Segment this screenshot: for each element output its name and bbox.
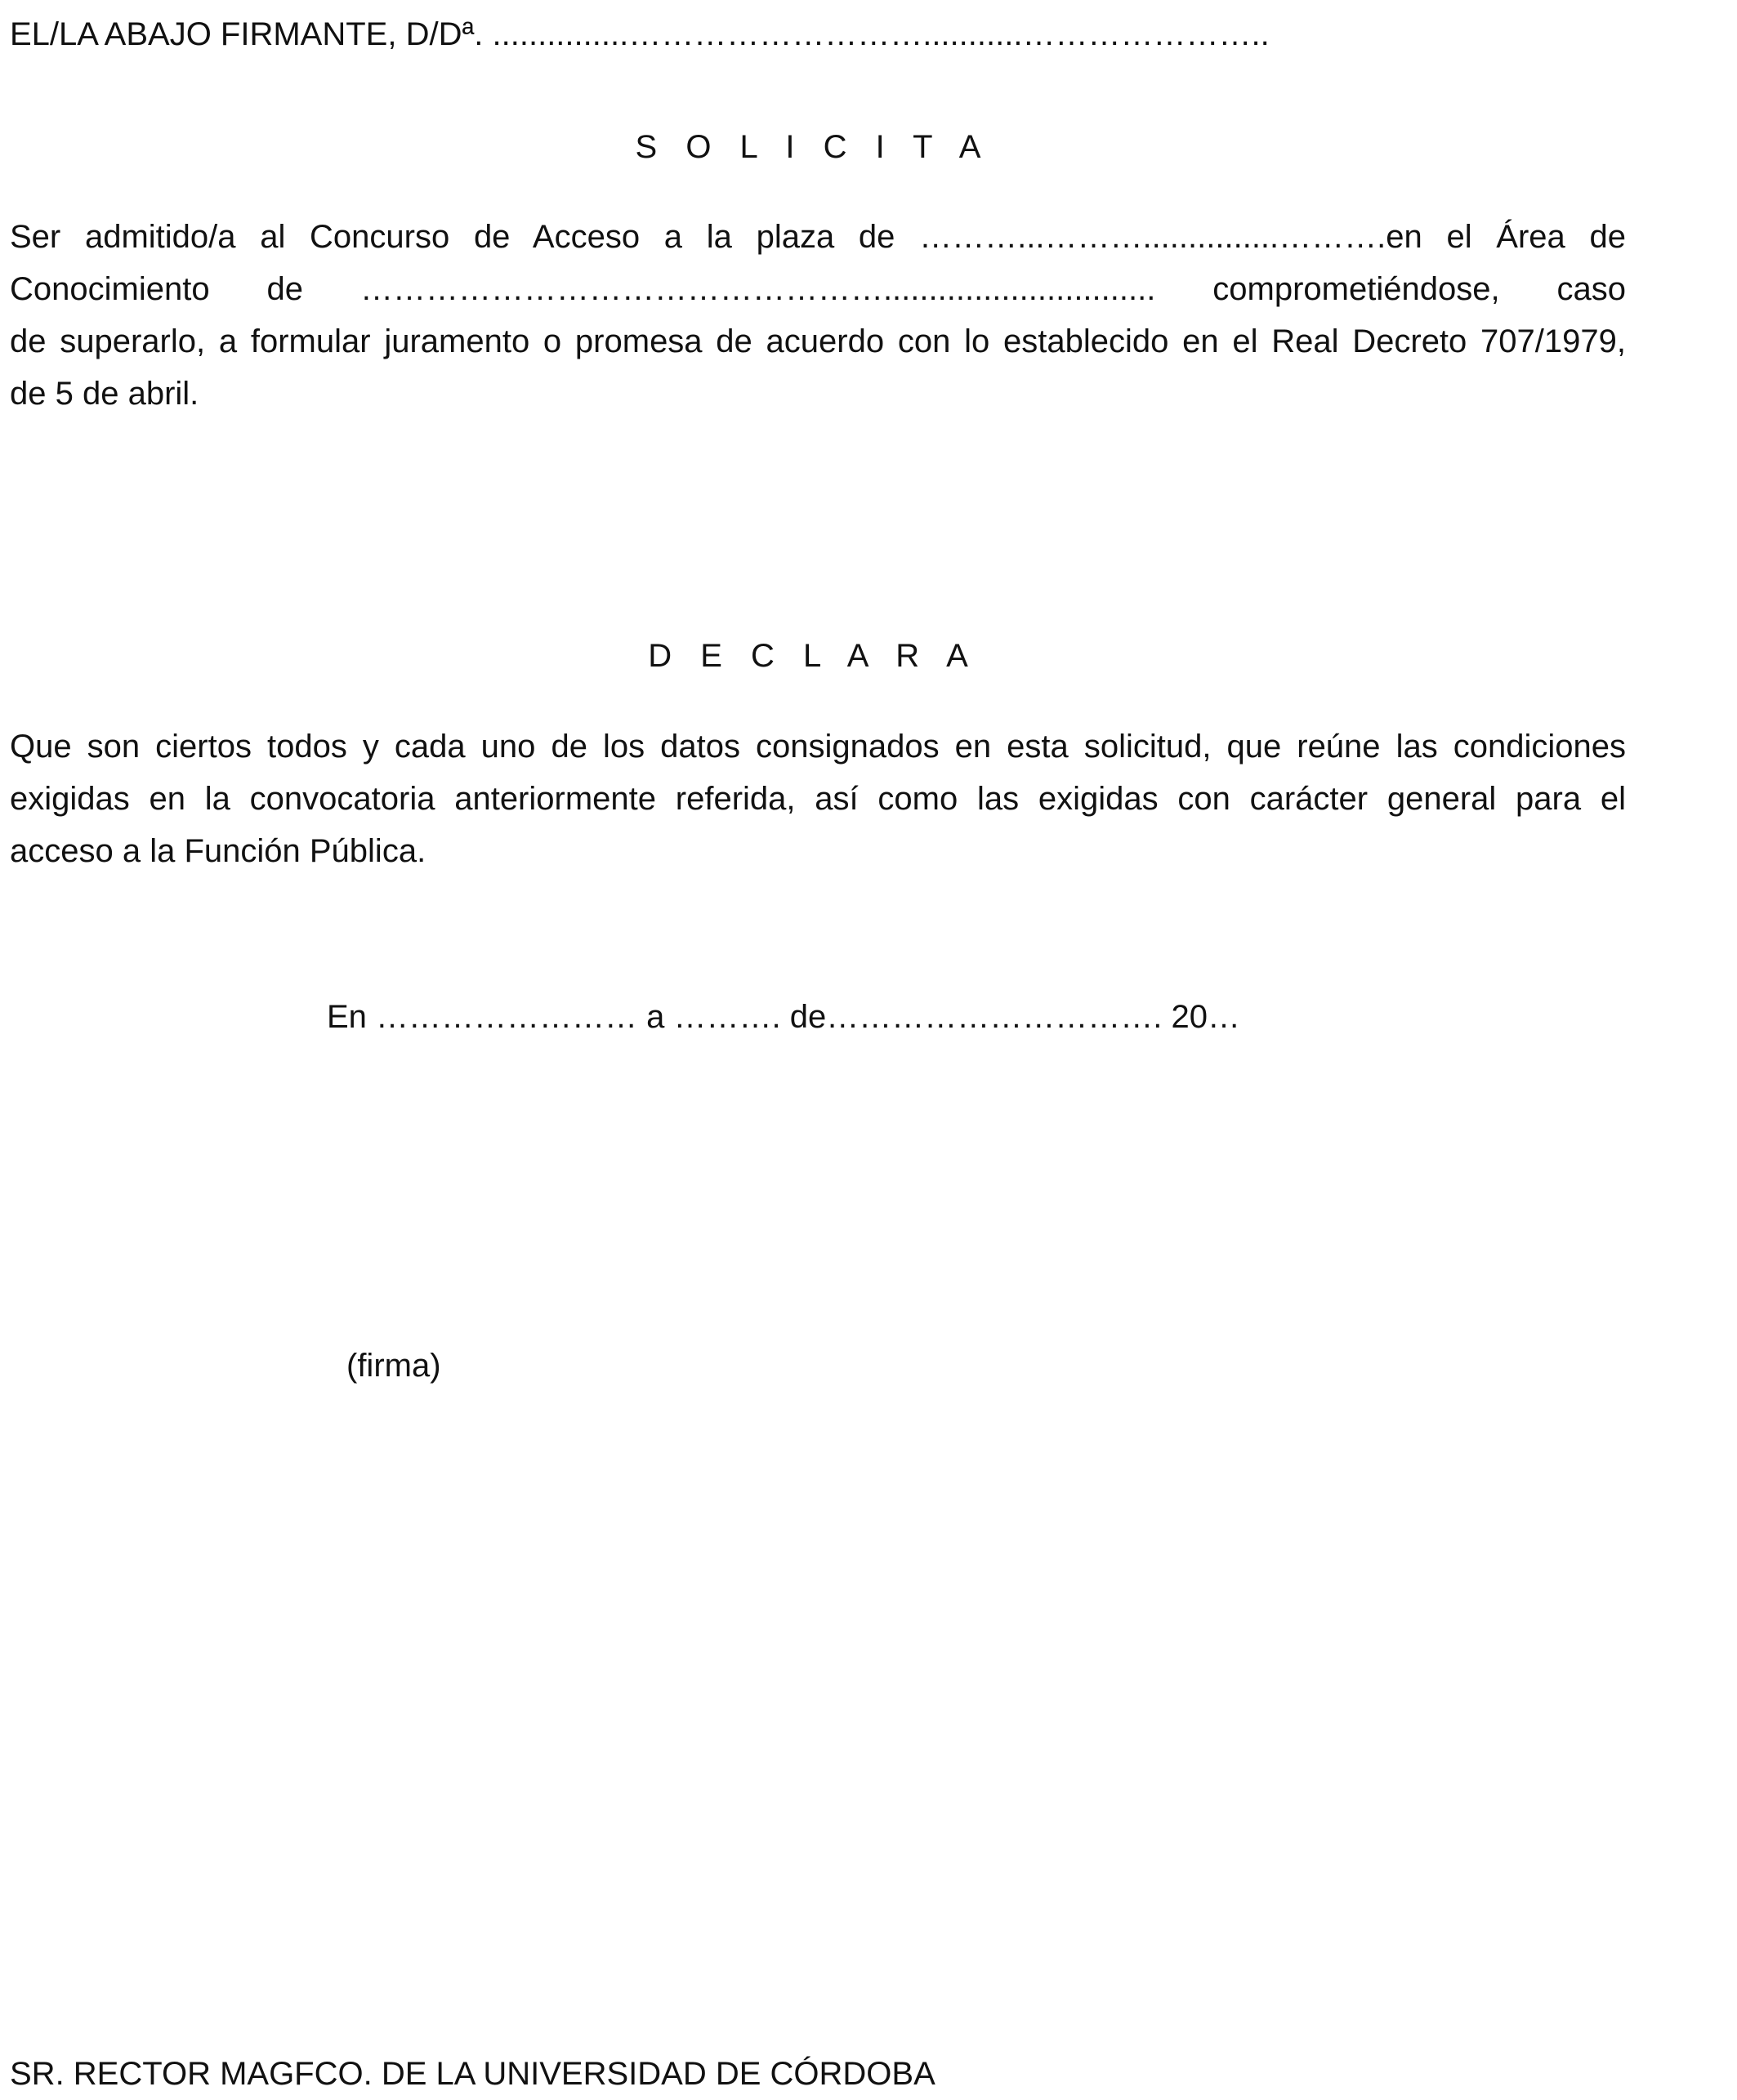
declara-line-2: exigidas en la convocatoria anteriormente referida, así como las exigidas con carácter general para el [10, 781, 1626, 817]
solicita-line-1: Ser admitido/a al Concurso de Acceso a la plaza de ………...………...............……….en el Área de [10, 219, 1626, 255]
solicita-line-3: de superarlo, a formular juramento o promesa de acuerdo con lo establecido en el Real Decreto 707/1979, [10, 323, 1626, 359]
solicita-paragraph [10, 211, 1626, 420]
declara-heading: D E C L A R A [648, 638, 978, 674]
firmante-line: EL/LA ABAJO FIRMANTE, D/Dª. ...............………………………...........………………….. [10, 16, 1270, 52]
declara-paragraph [10, 720, 1626, 877]
solicita-line-4: de 5 de abril. [10, 376, 199, 412]
solicita-line-2: Conocimiento de ………………………………………….............................. comprometiéndose, caso [10, 271, 1626, 307]
date-line: En …………………… a ………. de…………………………. 20… [327, 999, 1240, 1035]
solicita-heading: S O L I C I T A [635, 129, 991, 165]
signature-label: (firma) [346, 1348, 441, 1384]
addressee-line: SR. RECTOR MAGFCO. DE LA UNIVERSIDAD DE CÓRDOBA [10, 2056, 935, 2092]
declara-line-3: acceso a la Función Pública. [10, 833, 426, 869]
declara-line-1: Que son ciertos todos y cada uno de los datos consignados en esta solicitud, que reúne las condiciones [10, 729, 1626, 765]
